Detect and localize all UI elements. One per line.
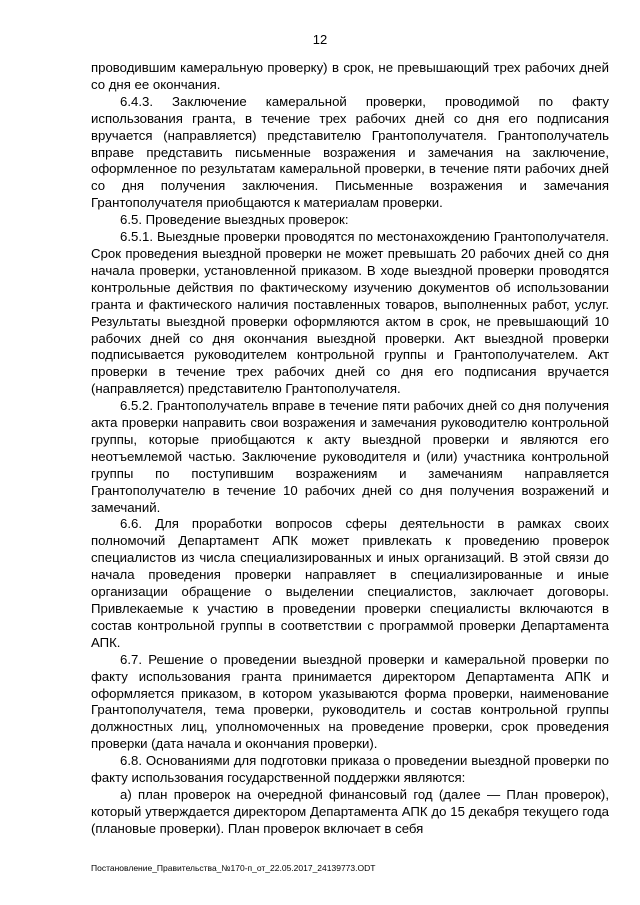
paragraph-6-7: 6.7. Решение о проведении выездной проверки и камеральной проверки по факту использования гранта принимается директором Департамента АПК и оформляется приказом, в котором указываются форма проверки, наименование Грантополучателя, тема проверки, руководитель и состав контрольной группы должностных лиц, уполномоченных на проведение проверки, срок проведения проверки (дата начала и окончания проверки). (91, 651, 609, 752)
document-footer: Постановление_Правительства_№170-п_от_22.05.2017_24139773.ODT (91, 863, 376, 873)
paragraph-6-8: 6.8. Основаниями для подготовки приказа о проведении выездной проверки по факту использования государственной поддержки являются: (91, 753, 609, 786)
document-body (91, 60, 609, 838)
paragraph-6-8-a: а) план проверок на очередной финансовый год (далее — План проверок), который утверждается директором Департамента АПК до 15 декабря текущего года (плановые проверки). План проверок включает в себя (91, 786, 609, 836)
page-number: 12 (312, 32, 328, 47)
paragraph-6-5-2: 6.5.2. Грантополучатель вправе в течение пяти рабочих дней со дня получения акта проверки направить свои возражения и замечания руководителю контрольной группы, которые приобщаются к акту выездной проверки и являются его неотъемлемой частью. Заключение руководителя и (или) участника контрольной группы по поступившим возражениям и замечаниям направляется Грантополучателю в течение 10 рабочих дней со дня получения возражений и замечаний. (91, 398, 609, 515)
paragraph-6-6: 6.6. Для проработки вопросов сферы деятельности в рамках своих полномочий Департамент АПК может привлекать к проведению проверок специалистов из числа специализированных и иных организаций. В этой связи до начала проведения проверки направляет в специализированные и иные организации обращение о выделении специалистов, заключает договоры. Привлекаемые к участию в проведении проверки специалисты включаются в состав контрольной группы в соответствии с программой проверки Департамента АПК. (91, 516, 609, 650)
paragraph-6-5: 6.5. Проведение выездных проверок: (120, 212, 349, 228)
paragraph-6-5-1: 6.5.1. Выездные проверки проводятся по местонахождению Грантополучателя. Срок проведения выездной проверки не может превышать 20 рабочих дней со дня начала проверки, установленной приказом. В ходе выездной проверки проводятся контрольные действия по фактическому изучению документов об использовании гранта и фактического наличия поставленных товаров, выполненных работ, услуг. Результаты выездной проверки оформляются актом в срок, не превышающий 10 рабочих дней со дня окончания выездной проверки. Акт выездной проверки подписывается руководителем контрольной группы и Грантополучателем. Акт проверки в течение трех рабочих дней со дня его подписания вручается (направляется) представителю Грантополучателя. (91, 229, 609, 397)
paragraph-continuation: проводившим камеральную проверку) в срок, не превышающий трех рабочих дней со дня ее окончания. (91, 60, 609, 92)
paragraph-6-4-3: 6.4.3. Заключение камеральной проверки, проводимой по факту использования гранта, в течение трех рабочих дней со дня его подписания вручается (направляется) представителю Грантополучателя. Грантополучатель вправе представить письменные возражения и замечания на заключение, оформленное по результатам камеральной проверки, в течение пяти рабочих дней со дня получения заключения. Письменные возражения и замечания Грантополучателя приобщаются к материалам проверки. (91, 93, 609, 211)
